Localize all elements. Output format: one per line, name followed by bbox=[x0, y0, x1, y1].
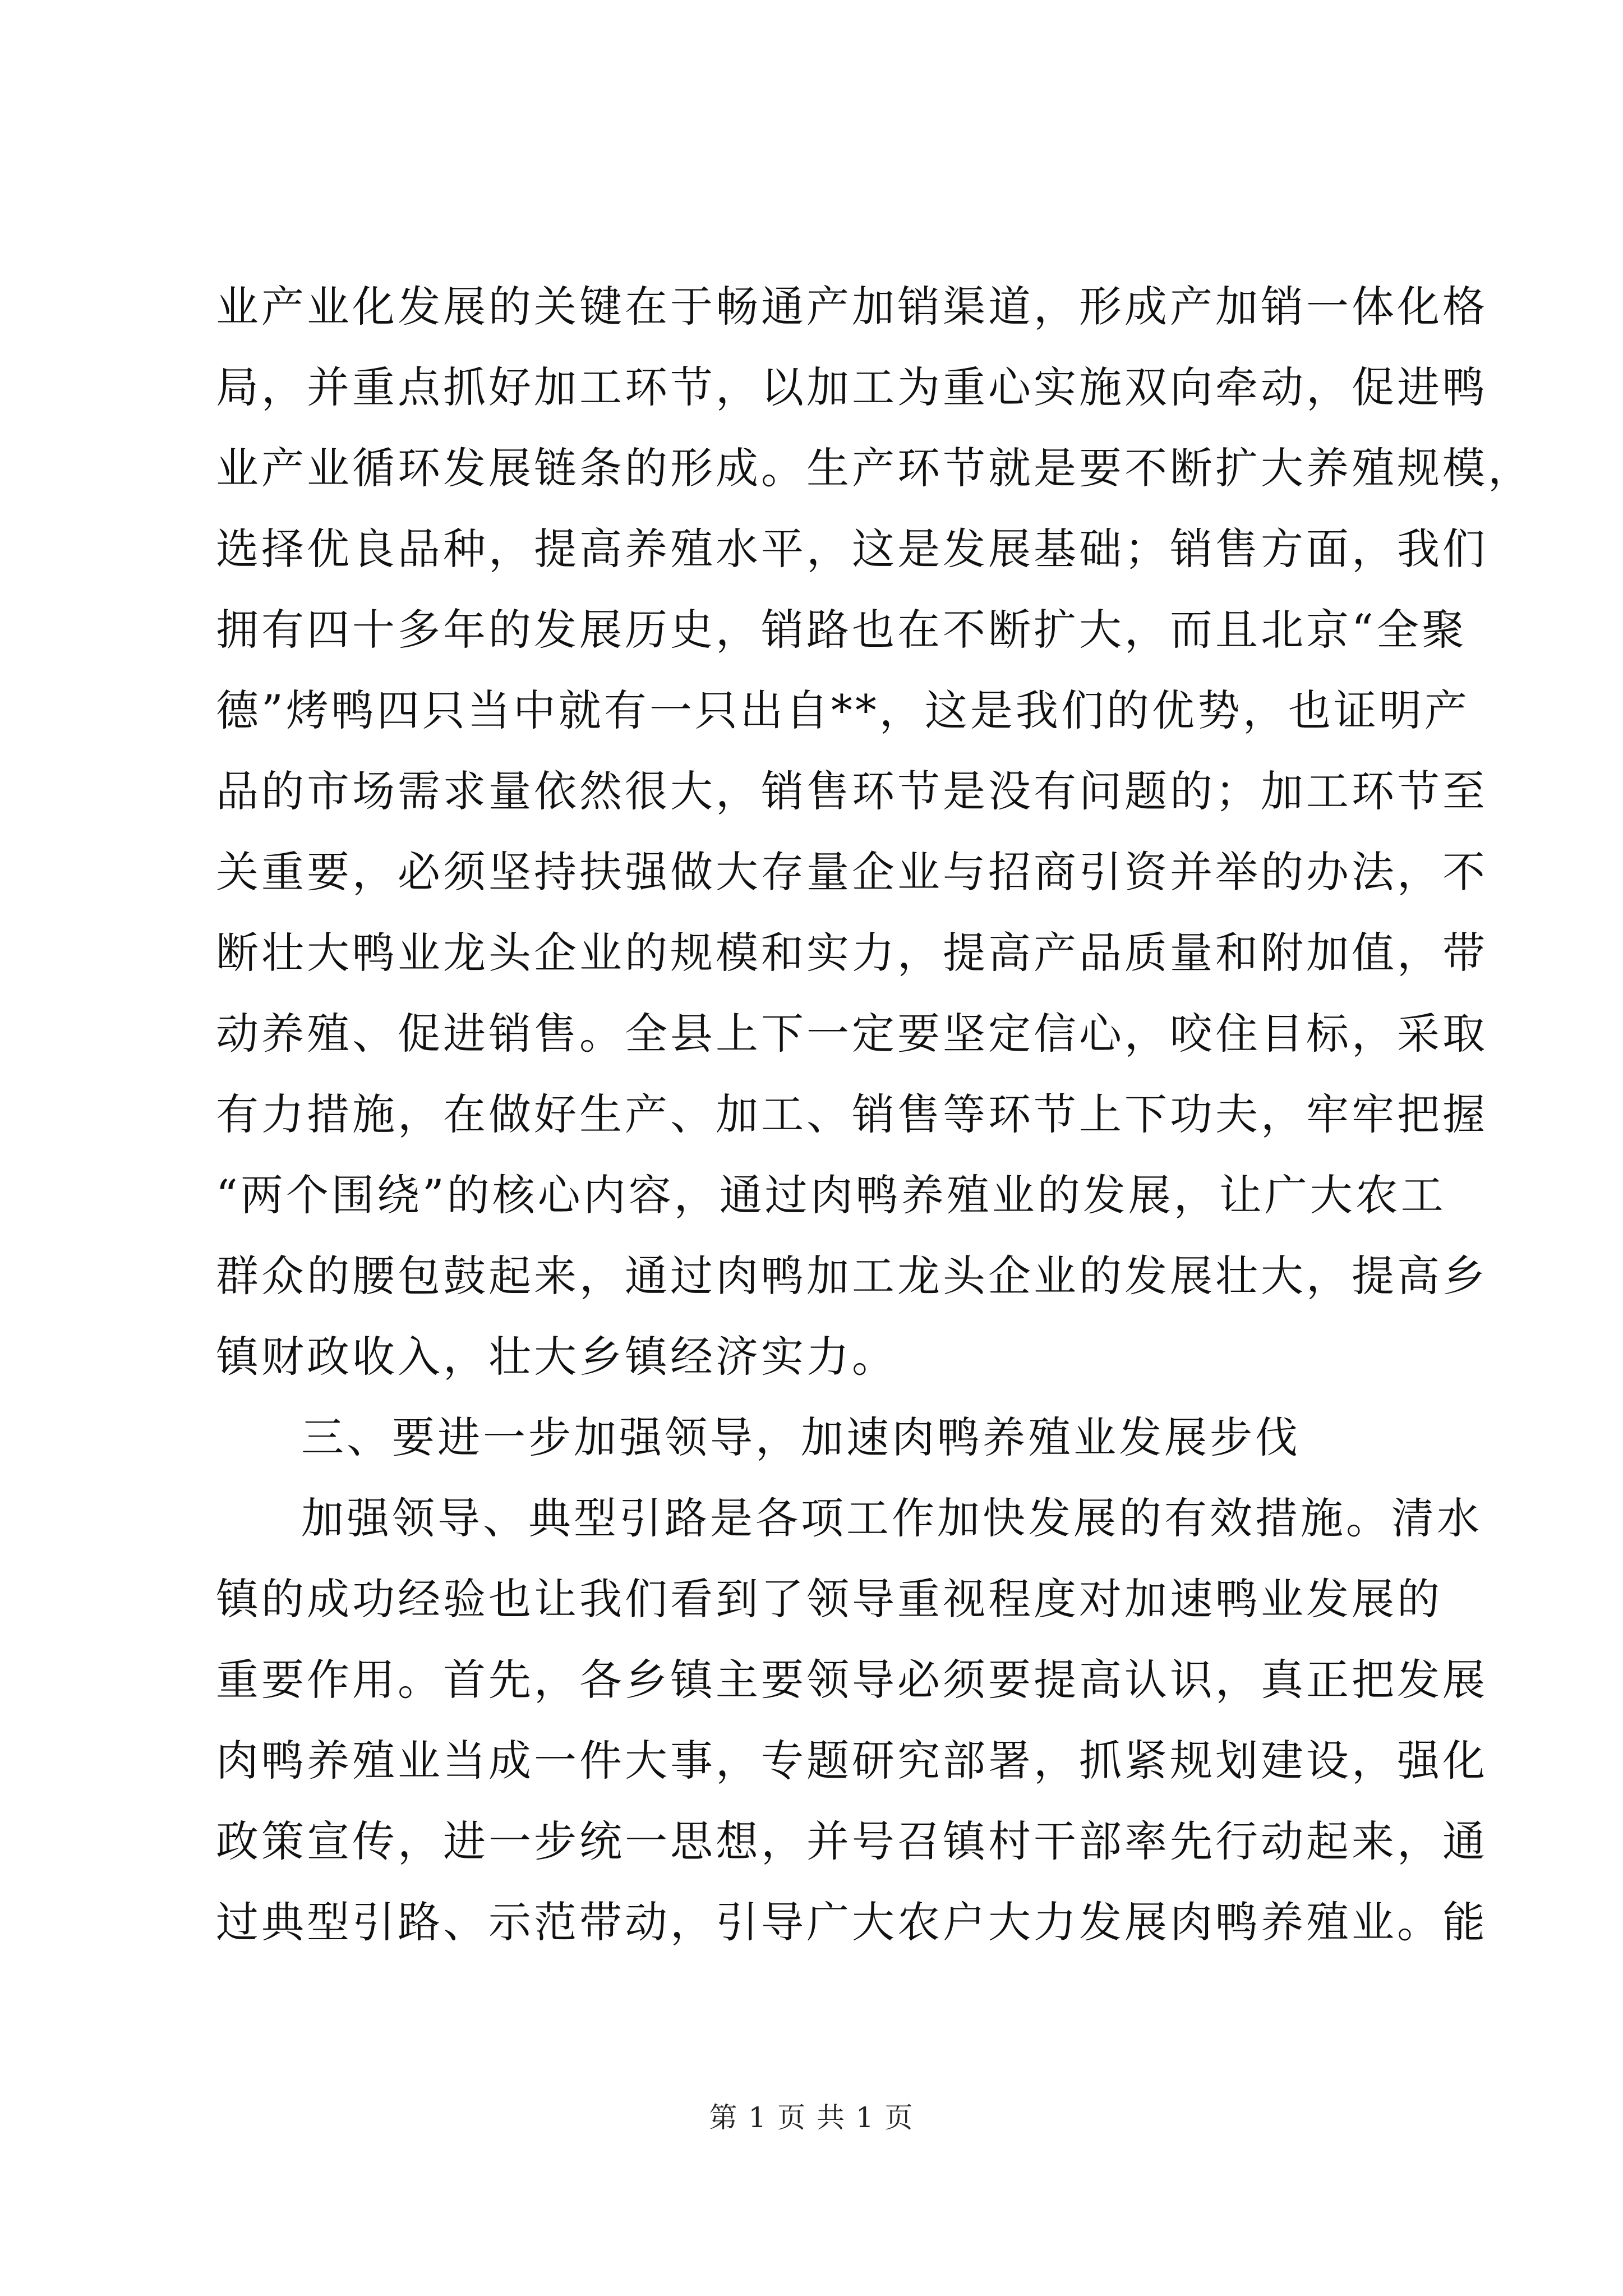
text-line: 拥有四十多年的发展历史，销路也在不断扩大，而且北京“全聚 bbox=[216, 605, 1467, 655]
text-line: 镇的成功经验也让我们看到了领导重视程度对加速鸭业发展的 bbox=[216, 1574, 1442, 1624]
text-line: 动养殖、促进销售。全县上下一定要坚定信心，咬住目标，采取 bbox=[216, 1009, 1488, 1059]
text-line: 镇财政收入，壮大乡镇经济实力。 bbox=[216, 1332, 897, 1382]
text-line: 业产业化发展的关键在于畅通产加销渠道，形成产加销一体化格 bbox=[216, 282, 1488, 332]
text-line: 局，并重点抓好加工环节，以加工为重心实施双向牵动，促进鸭 bbox=[216, 362, 1488, 412]
text-line: “两个围绕”的核心内容，通过肉鸭养殖业的发展，让广大农工 bbox=[216, 1170, 1446, 1220]
section-heading: 三、要进一步加强领导，加速肉鸭养殖业发展步伐 bbox=[301, 1412, 1301, 1462]
text-line: 德”烤鸭四只当中就有一只出自**，这是我们的优势，也证明产 bbox=[216, 685, 1470, 735]
text-line: 加强领导、典型引路是各项工作加快发展的有效措施。清水 bbox=[301, 1493, 1482, 1543]
text-line: 群众的腰包鼓起来，通过肉鸭加工龙头企业的发展壮大，提高乡 bbox=[216, 1251, 1488, 1301]
paragraph bbox=[216, 1478, 1488, 1963]
text-line: 品的市场需求量依然很大，销售环节是没有问题的；加工环节至 bbox=[216, 766, 1488, 816]
text-line: 断壮大鸭业龙头企业的规模和实力，提高产品质量和附加值，带 bbox=[216, 928, 1488, 978]
text-line: 关重要，必须坚持扶强做大存量企业与招商引资并举的办法，不 bbox=[216, 847, 1488, 897]
paragraph bbox=[216, 266, 1533, 1397]
page-footer: 第 1 页 共 1 页 bbox=[709, 2101, 914, 2134]
text-line: 有力措施，在做好生产、加工、销售等环节上下功夫，牢牢把握 bbox=[216, 1089, 1488, 1139]
text-line: 政策宣传，进一步统一思想，并号召镇村干部率先行动起来，通 bbox=[216, 1816, 1488, 1866]
text-line: 重要作用。首先，各乡镇主要领导必须要提高认识，真正把发展 bbox=[216, 1655, 1488, 1705]
text-line: 选择优良品种，提高养殖水平，这是发展基础；销售方面，我们 bbox=[216, 524, 1488, 574]
text-line: 肉鸭养殖业当成一件大事，专题研究部署，抓紧规划建设，强化 bbox=[216, 1736, 1488, 1786]
document-body bbox=[216, 266, 1533, 1963]
text-line: 业产业循环发展链条的形成。生产环节就是要不断扩大养殖规模， bbox=[216, 443, 1533, 493]
text-line: 过典型引路、示范带动，引导广大农户大力发展肉鸭养殖业。能 bbox=[216, 1897, 1488, 1947]
